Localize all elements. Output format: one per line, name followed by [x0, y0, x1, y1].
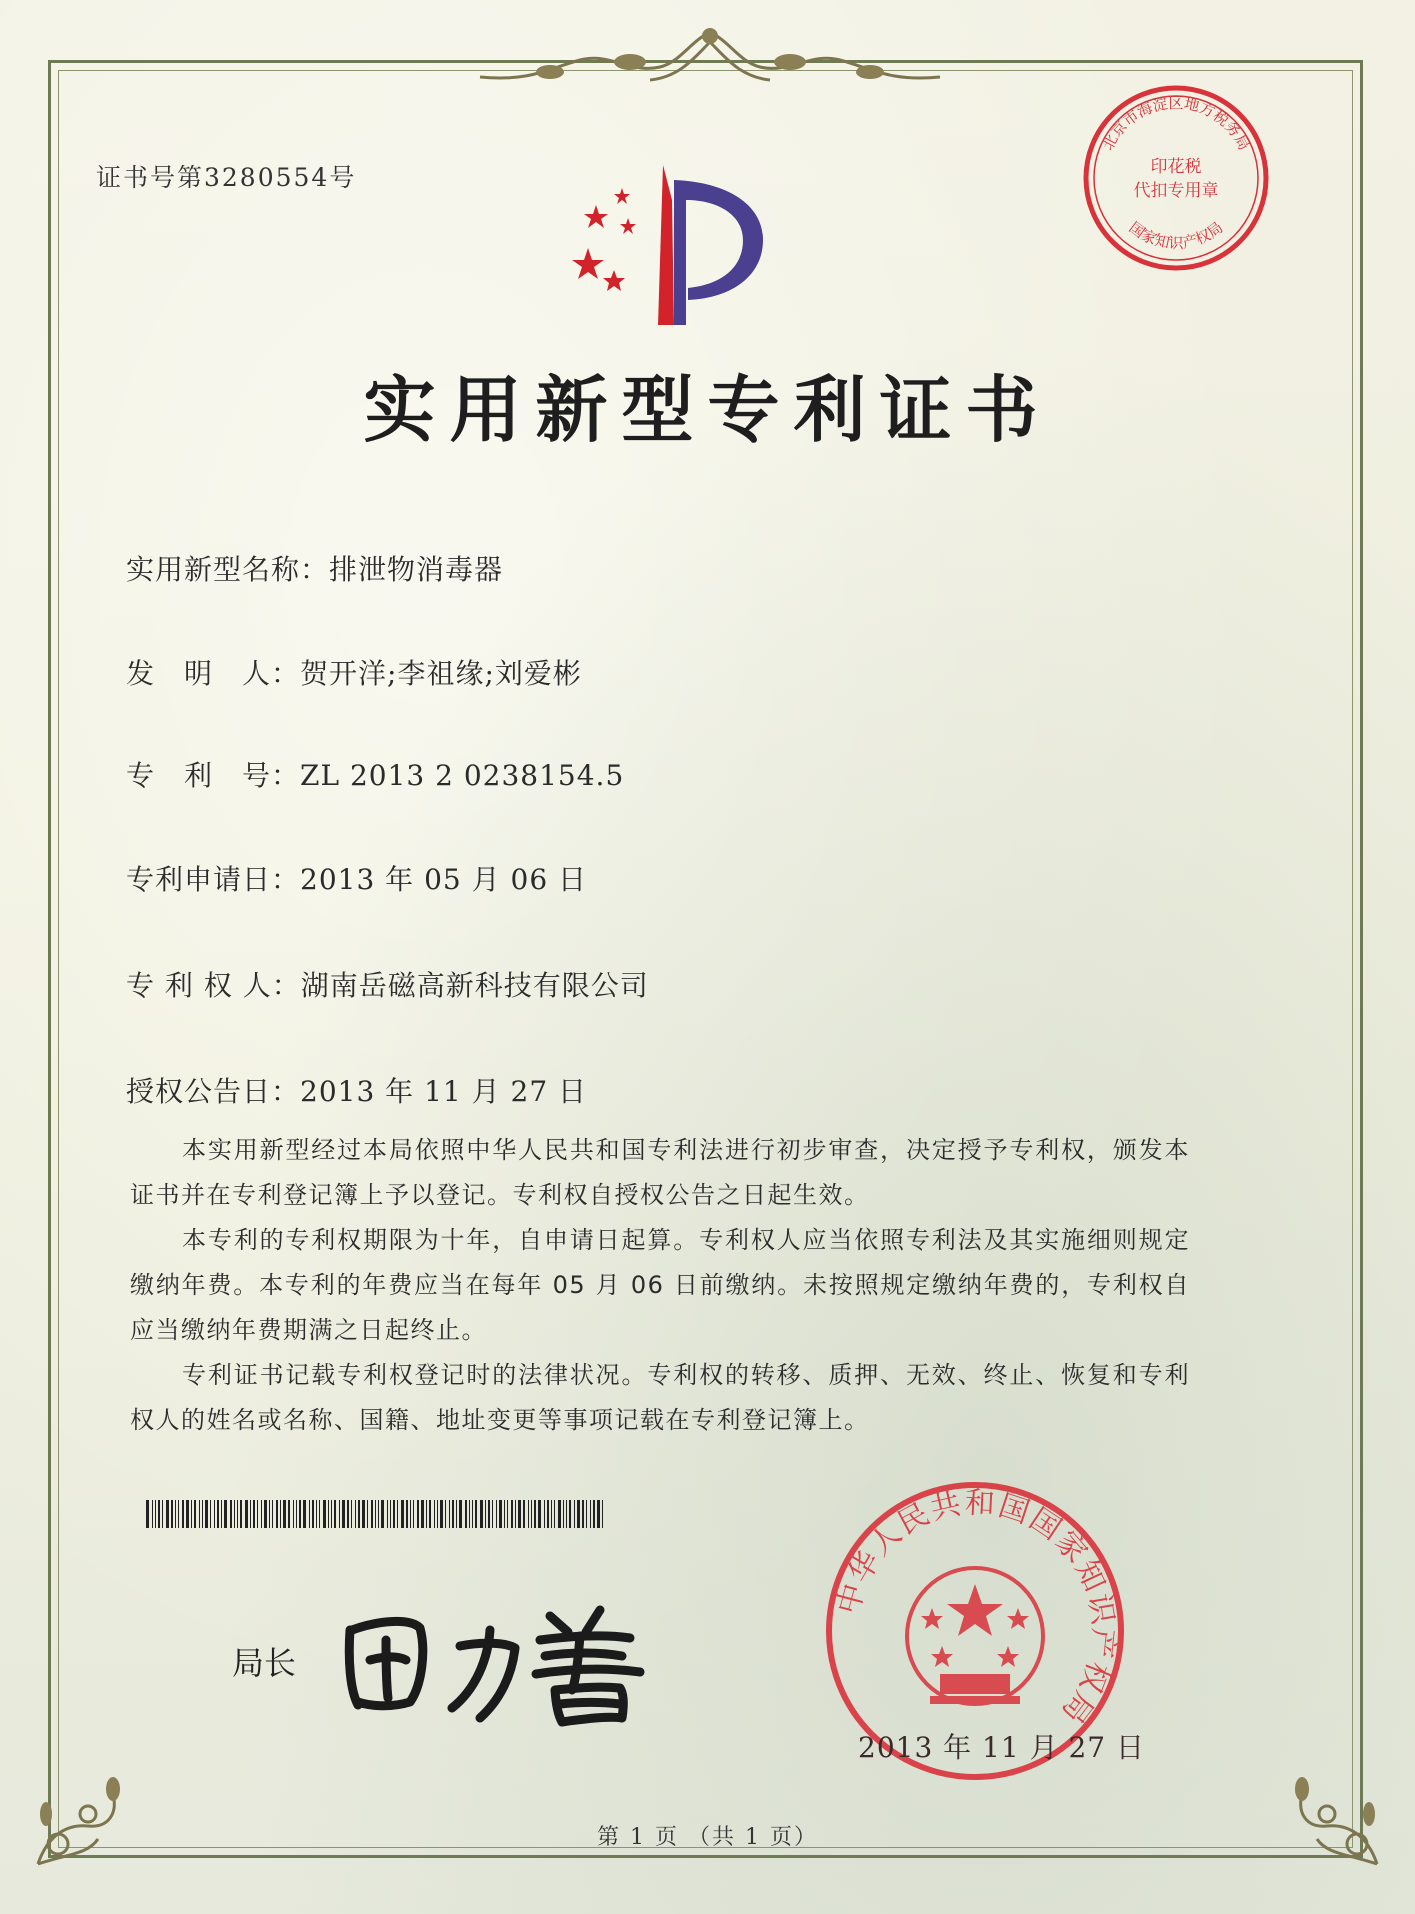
barcode-bar	[362, 1500, 365, 1528]
body-paragraph: 专利证书记载专利权登记时的法律状况。专利权的转移、质押、无效、终止、恢复和专利权人的姓名或名称、国籍、地址变更等事项记载在专利登记簿上。	[130, 1361, 1190, 1434]
barcode-bar	[312, 1500, 314, 1528]
barcode-bar	[166, 1500, 169, 1528]
barcode-bar	[316, 1500, 317, 1528]
barcode-bar	[205, 1500, 208, 1528]
barcode-bar	[469, 1500, 470, 1528]
field-utility-model-name	[126, 548, 503, 588]
certificate-body	[130, 1128, 1190, 1443]
barcode-bar	[296, 1500, 297, 1528]
barcode-bar	[371, 1500, 373, 1528]
barcode-bar	[496, 1500, 497, 1528]
barcode-bar	[199, 1500, 200, 1528]
field-value: 贺开洋;李祖缘;刘爱彬	[300, 657, 582, 690]
field-value: 排泄物消毒器	[329, 553, 504, 586]
barcode-bar	[331, 1500, 332, 1528]
field-value: 湖南岳磁高新科技有限公司	[300, 969, 649, 1002]
barcode-bar	[328, 1500, 329, 1528]
barcode-bar	[538, 1500, 541, 1528]
patent-office-emblem-icon	[568, 160, 788, 330]
barcode-bar	[347, 1500, 349, 1528]
field-value: ZL 2013 2 0238154.5	[300, 759, 625, 792]
field-label: 实用新型名称：	[126, 553, 330, 586]
barcode-bar	[387, 1500, 388, 1528]
barcode-bar	[342, 1500, 345, 1528]
body-paragraph: 本专利的专利权期限为十年，自申请日起算。专利权人应当依照专利法及其实施细则规定缴纳年费。本专利的年费应当在每年 05 月 06 日前缴纳。未按照规定缴纳年费的，专利权自应当缴纳年费期满之日起终止。	[130, 1226, 1190, 1344]
corner-ornament-left	[28, 1754, 148, 1874]
barcode-bar	[323, 1500, 326, 1528]
field-label: 专 利 权 人：	[126, 969, 301, 1002]
barcode-bar	[563, 1500, 564, 1528]
barcode-bar	[531, 1500, 532, 1528]
barcode-bar	[299, 1500, 301, 1528]
barcode-bar	[393, 1500, 395, 1528]
barcode-bar	[401, 1500, 404, 1528]
top-ornament	[440, 22, 980, 92]
barcode-bar	[488, 1500, 490, 1528]
barcode-bar	[459, 1500, 462, 1528]
barcode-bar	[378, 1500, 379, 1528]
barcode-bar	[358, 1500, 360, 1528]
barcode-bar	[224, 1500, 227, 1528]
barcode-bar	[465, 1500, 467, 1528]
barcode-bar	[257, 1500, 258, 1528]
barcode-bar	[528, 1500, 529, 1528]
barcode-bar	[544, 1500, 545, 1528]
barcode-bar	[178, 1500, 179, 1528]
barcode-bar	[367, 1500, 368, 1528]
inner-border	[58, 70, 1353, 1848]
barcode-bar	[597, 1500, 600, 1528]
barcode-bar	[186, 1500, 189, 1528]
barcode-bar	[449, 1500, 450, 1528]
barcode-bar	[152, 1500, 153, 1528]
field-grant-date	[126, 1070, 587, 1110]
barcode-bar	[499, 1500, 502, 1528]
barcode-bar	[237, 1500, 238, 1528]
barcode-bar	[390, 1500, 391, 1528]
barcode-bar	[182, 1500, 184, 1528]
page-number: 第 1 页 （共 1 页）	[597, 1825, 818, 1850]
barcode-bar	[504, 1500, 505, 1528]
barcode-bar	[375, 1500, 376, 1528]
barcode-bar	[429, 1500, 431, 1528]
barcode-bar	[217, 1500, 219, 1528]
barcode-bar	[261, 1500, 262, 1528]
barcode-bar	[566, 1500, 567, 1528]
barcode-bar	[397, 1500, 398, 1528]
field-value: 2013 年 05 月 06 日	[300, 863, 588, 896]
barcode-bar	[245, 1500, 248, 1528]
barcode-bar	[551, 1500, 552, 1528]
field-inventors	[126, 652, 582, 692]
field-patent-number	[126, 754, 624, 794]
barcode-bar	[515, 1500, 516, 1528]
barcode-bar	[480, 1500, 483, 1528]
svg-text:中华人民共和国国家知识产权局: 中华人民共和国国家知识产权局	[830, 1485, 1121, 1732]
barcode-bar	[288, 1500, 290, 1528]
barcode-bar	[303, 1500, 306, 1528]
barcode-bar	[574, 1500, 575, 1528]
barcode-bar	[351, 1500, 352, 1528]
certificate-number: 证书号第3280554号	[96, 163, 357, 192]
field-value: 2013 年 11 月 27 日	[300, 1075, 588, 1108]
barcode-bar	[554, 1500, 555, 1528]
barcode-bar	[339, 1500, 340, 1528]
director-label: 局长	[232, 1644, 297, 1682]
barcode-bar	[475, 1500, 477, 1528]
barcode-bar	[171, 1500, 173, 1528]
svg-text:印花税: 印花税	[1150, 157, 1202, 177]
barcode-bar	[410, 1500, 411, 1528]
director-signature	[340, 1590, 650, 1730]
barcode-bar	[547, 1500, 549, 1528]
field-patentee	[126, 964, 649, 1004]
barcode-bar	[582, 1500, 584, 1528]
barcode-bar	[210, 1500, 211, 1528]
barcode-bar	[230, 1500, 232, 1528]
document-title: 实用新型专利证书	[363, 368, 1052, 452]
barcode-bar	[511, 1500, 513, 1528]
barcode-bar	[434, 1500, 435, 1528]
barcode-bar	[518, 1500, 521, 1528]
barcode-bar	[602, 1500, 603, 1528]
field-application-date	[126, 858, 587, 898]
barcode-icon	[146, 1500, 606, 1528]
barcode-bar	[437, 1500, 438, 1528]
barcode-bar	[456, 1500, 457, 1528]
barcode-bar	[534, 1500, 536, 1528]
barcode-bar	[381, 1500, 384, 1528]
barcode-bar	[417, 1500, 419, 1528]
barcode-bar	[280, 1500, 281, 1528]
barcode-bar	[507, 1500, 508, 1528]
barcode-bar	[276, 1500, 278, 1528]
seal-date: 2013 年 11 月 27 日	[858, 1731, 1146, 1764]
barcode-bar	[590, 1500, 591, 1528]
barcode-bar	[293, 1500, 294, 1528]
barcode-bar	[586, 1500, 587, 1528]
barcode-bar	[158, 1500, 160, 1528]
barcode-bar	[221, 1500, 222, 1528]
barcode-bar	[309, 1500, 310, 1528]
barcode-bar	[558, 1500, 561, 1528]
field-label: 专 利 号：	[126, 759, 301, 792]
tax-stamp-seal	[1078, 80, 1274, 276]
svg-text:代扣专用章: 代扣专用章	[1133, 181, 1219, 201]
barcode-bar	[191, 1500, 192, 1528]
barcode-bar	[269, 1500, 270, 1528]
barcode-bar	[272, 1500, 273, 1528]
barcode-bar	[593, 1500, 595, 1528]
field-label: 专利申请日：	[126, 863, 301, 896]
barcode-bar	[214, 1500, 215, 1528]
barcode-bar	[155, 1500, 156, 1528]
svg-text:国家知识产权局: 国家知识产权局	[1125, 218, 1227, 252]
barcode-bar	[264, 1500, 267, 1528]
barcode-bar	[194, 1500, 196, 1528]
barcode-bar	[202, 1500, 203, 1528]
corner-ornament-right	[1267, 1754, 1387, 1874]
body-paragraph: 本实用新型经过本局依照中华人民共和国专利法进行初步审查，决定授予专利权，颁发本证书并在专利登记簿上予以登记。专利权自授权公告之日起生效。	[130, 1136, 1190, 1209]
barcode-bar	[421, 1500, 424, 1528]
field-label: 授权公告日：	[126, 1075, 301, 1108]
barcode-bar	[146, 1500, 149, 1528]
barcode-bar	[523, 1500, 525, 1528]
barcode-bar	[485, 1500, 486, 1528]
field-label: 发 明 人：	[126, 657, 301, 690]
barcode-bar	[240, 1500, 242, 1528]
barcode-bar	[253, 1500, 255, 1528]
barcode-bar	[175, 1500, 176, 1528]
barcode-bar	[355, 1500, 356, 1528]
barcode-bar	[426, 1500, 427, 1528]
barcode-bar	[250, 1500, 251, 1528]
barcode-bar	[577, 1500, 580, 1528]
svg-text:北京市海淀区地方税务局: 北京市海淀区地方税务局	[1098, 94, 1254, 154]
barcode-bar	[472, 1500, 473, 1528]
barcode-bar	[492, 1500, 493, 1528]
barcode-bar	[413, 1500, 414, 1528]
barcode-bar	[319, 1500, 320, 1528]
barcode-bar	[283, 1500, 286, 1528]
barcode-bar	[569, 1500, 571, 1528]
barcode-bar	[445, 1500, 446, 1528]
barcode-bar	[406, 1500, 408, 1528]
barcode-bar	[440, 1500, 443, 1528]
barcode-bar	[234, 1500, 235, 1528]
barcode-bar	[452, 1500, 454, 1528]
barcode-bar	[334, 1500, 336, 1528]
barcode-bar	[162, 1500, 163, 1528]
